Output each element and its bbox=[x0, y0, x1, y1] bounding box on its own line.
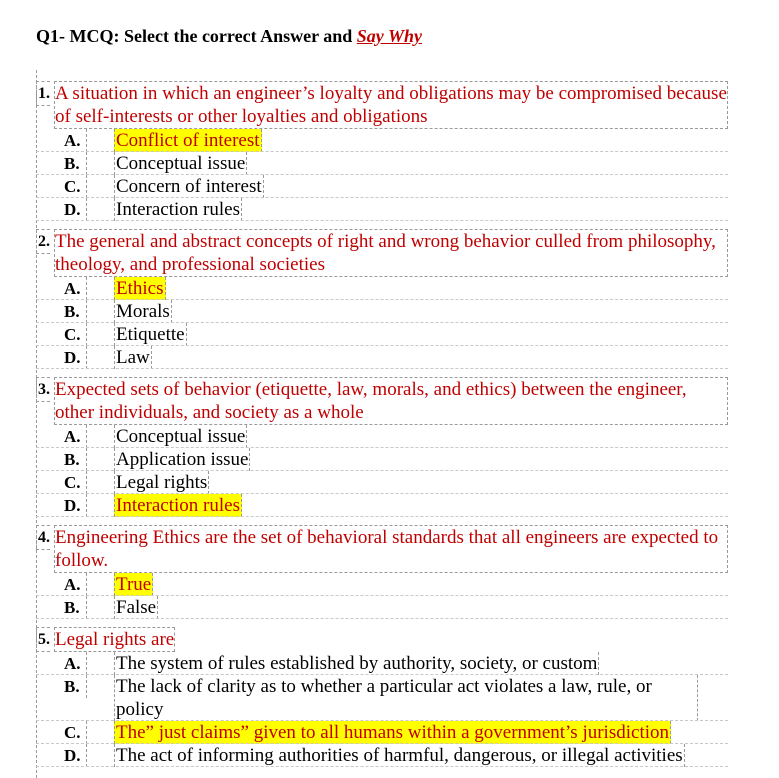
option-text: The lack of clarity as to whether a particular act violates a law, rule, or policy bbox=[114, 675, 698, 721]
question-text: Legal rights are bbox=[55, 629, 175, 650]
option-text: Etiquette bbox=[116, 324, 185, 345]
page-title bbox=[36, 26, 422, 47]
option-letter: B. bbox=[64, 300, 87, 323]
option-text: Law bbox=[116, 347, 150, 368]
option-letter: B. bbox=[64, 596, 87, 619]
option-letter: A. bbox=[64, 425, 87, 448]
option-letter: C. bbox=[64, 471, 87, 494]
question-number: 3. bbox=[36, 377, 50, 402]
option-row[interactable] bbox=[36, 175, 728, 198]
option-text: Application issue bbox=[116, 449, 249, 470]
title-prefix: Q1- MCQ: Select the correct Answer and bbox=[36, 26, 357, 46]
option-row[interactable] bbox=[36, 721, 728, 744]
option-row[interactable] bbox=[36, 573, 728, 596]
option-letter: D. bbox=[64, 494, 87, 517]
option-text: Conceptual issue bbox=[116, 153, 246, 174]
option-row[interactable] bbox=[36, 300, 728, 323]
option-row[interactable] bbox=[36, 277, 728, 300]
option-text: Legal rights bbox=[116, 472, 208, 493]
option-row[interactable] bbox=[36, 323, 728, 346]
question-3 bbox=[36, 377, 728, 517]
option-text: The act of informing authorities of harmful, dangerous, or illegal activities bbox=[116, 745, 683, 766]
question-text: A situation in which an engineer’s loyalty and obligations may be compromised because of self-interests or other loyalties and obligations bbox=[55, 83, 727, 127]
option-letter: C. bbox=[64, 721, 87, 744]
question-number: 5. bbox=[36, 627, 50, 652]
title-say-why: Say Why bbox=[356, 26, 422, 46]
option-row[interactable] bbox=[36, 152, 728, 175]
option-letter: A. bbox=[64, 277, 87, 300]
question-text: Engineering Ethics are the set of behavioral standards that all engineers are expected to follow. bbox=[54, 525, 728, 573]
option-text: The system of rules established by authority, society, or custom bbox=[116, 653, 598, 674]
option-row[interactable] bbox=[36, 129, 728, 152]
option-text-answer: Conflict of interest bbox=[116, 130, 260, 151]
option-letter: D. bbox=[64, 346, 87, 369]
question-1 bbox=[36, 81, 728, 221]
option-row[interactable] bbox=[36, 675, 728, 721]
option-letter: B. bbox=[64, 448, 87, 471]
option-text-answer: Interaction rules bbox=[116, 495, 240, 516]
question-number: 2. bbox=[36, 229, 50, 254]
option-letter: C. bbox=[64, 175, 87, 198]
question-2 bbox=[36, 229, 728, 369]
option-row[interactable] bbox=[36, 471, 728, 494]
option-text: False bbox=[116, 597, 157, 618]
option-row[interactable] bbox=[36, 494, 728, 517]
option-text-answer: The” just claims” given to all humans within a government’s jurisdiction bbox=[116, 722, 670, 743]
option-text-answer: Ethics bbox=[116, 278, 164, 299]
question-number: 4. bbox=[36, 525, 50, 550]
option-text-answer: True bbox=[116, 574, 152, 595]
question-4 bbox=[36, 525, 728, 619]
option-letter: D. bbox=[64, 198, 87, 221]
option-text: Interaction rules bbox=[116, 199, 240, 220]
option-row[interactable] bbox=[36, 425, 728, 448]
option-row[interactable] bbox=[36, 652, 728, 675]
option-letter: A. bbox=[64, 129, 87, 152]
question-5 bbox=[36, 627, 728, 767]
option-text: Morals bbox=[116, 301, 170, 322]
option-row[interactable] bbox=[36, 346, 728, 369]
option-letter: B. bbox=[64, 675, 87, 698]
option-letter: D. bbox=[64, 744, 87, 767]
option-row[interactable] bbox=[36, 596, 728, 619]
option-row[interactable] bbox=[36, 448, 728, 471]
question-text: The general and abstract concepts of right and wrong behavior culled from philosophy, theology, and professional societies bbox=[54, 229, 728, 277]
option-row[interactable] bbox=[36, 198, 728, 221]
option-text: Concern of interest bbox=[116, 176, 262, 197]
question-number: 1. bbox=[36, 81, 50, 106]
option-row[interactable] bbox=[36, 744, 728, 767]
option-letter: C. bbox=[64, 323, 87, 346]
option-text: Conceptual issue bbox=[116, 426, 246, 447]
option-letter: B. bbox=[64, 152, 87, 175]
question-text: Expected sets of behavior (etiquette, law, morals, and ethics) between the engineer, other individuals, and society as a whole bbox=[54, 377, 728, 425]
option-letter: A. bbox=[64, 652, 87, 675]
option-letter: A. bbox=[64, 573, 87, 596]
